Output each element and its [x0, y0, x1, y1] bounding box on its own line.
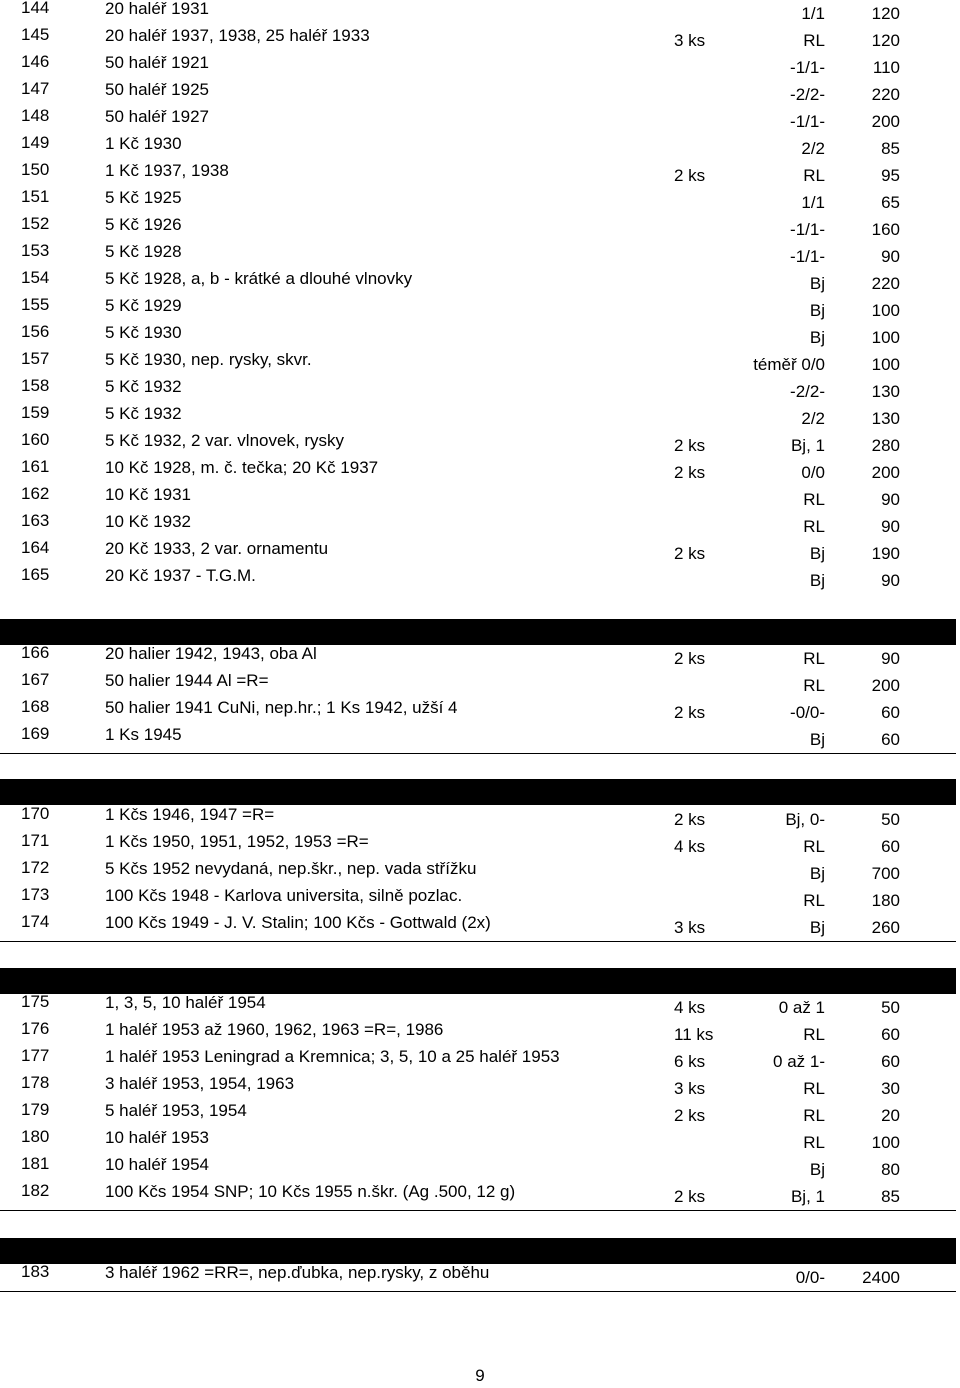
lot-number: 146	[21, 52, 50, 71]
lot-quantity: 11 ks	[674, 1025, 714, 1044]
lot-grade: -1/1-	[790, 220, 825, 239]
catalog-row	[0, 270, 960, 297]
lot-description: 20 haléř 1937, 1938, 25 haléř 1933	[105, 26, 370, 45]
lot-price: 85	[881, 139, 900, 158]
catalog-row	[0, 405, 960, 432]
lot-number: 180	[21, 1127, 50, 1146]
lot-price: 90	[881, 247, 900, 266]
catalog-row	[0, 1129, 960, 1156]
lot-description: 50 haléř 1921	[105, 53, 209, 72]
lot-quantity: 2 ks	[674, 649, 706, 668]
lot-price: 65	[881, 193, 900, 212]
lot-grade: Bj	[809, 864, 825, 883]
lot-number: 173	[21, 885, 50, 904]
lot-price: 90	[881, 517, 900, 536]
lot-number: 150	[21, 160, 50, 179]
lot-description: 1 haléř 1953 až 1960, 1962, 1963 =R=, 1986	[105, 1020, 444, 1039]
lot-grade: Bj	[809, 1160, 825, 1179]
lot-description: 20 Kč 1933, 2 var. ornamentu	[105, 539, 329, 558]
lot-description: 5 Kč 1926	[105, 215, 182, 234]
lot-grade: Bj	[809, 544, 825, 563]
lot-price: 700	[871, 864, 900, 883]
lot-grade: RL	[803, 837, 825, 856]
lot-grade: -0/0-	[790, 703, 825, 722]
lot-price: 60	[881, 1025, 900, 1044]
lot-number: 181	[21, 1154, 50, 1173]
lot-number: 165	[21, 565, 50, 584]
lot-number: 169	[21, 724, 50, 743]
lot-number: 170	[21, 804, 50, 823]
catalog-row	[0, 833, 960, 860]
lot-grade: Bj	[809, 301, 825, 320]
lot-number: 171	[21, 831, 50, 850]
lot-description: 20 halier 1942, 1943, oba Al	[105, 644, 317, 663]
lot-number: 176	[21, 1019, 50, 1038]
lot-number: 161	[21, 457, 50, 476]
lot-price: 95	[881, 166, 900, 185]
catalog-row	[0, 189, 960, 216]
lot-description: 50 haléř 1925	[105, 80, 209, 99]
lot-grade: 1/1	[801, 193, 825, 212]
lot-description: 5 Kč 1932	[105, 404, 182, 423]
catalog-row	[0, 486, 960, 513]
lot-description: 1 Kčs 1946, 1947 =R=	[105, 805, 275, 824]
lot-price: 100	[871, 301, 900, 320]
lot-description: 5 Kč 1932, 2 var. vlnovek, rysky	[105, 431, 345, 450]
lot-price: 130	[871, 409, 900, 428]
lot-grade: téměř 0/0	[753, 355, 825, 374]
lot-description: 10 haléř 1954	[105, 1155, 209, 1174]
lot-grade: Bj	[809, 730, 825, 749]
section-title: ČSR 1953-1960	[105, 971, 227, 990]
lot-description: 1 Kč 1930	[105, 134, 182, 153]
lot-description: 5 haléř 1953, 1954	[105, 1101, 247, 1120]
lot-description: 5 Kčs 1952 nevydaná, nep.škr., nep. vada střížku	[105, 859, 477, 878]
lot-grade: 0 až 1-	[773, 1052, 825, 1071]
catalog-row	[0, 135, 960, 162]
lot-price: 190	[871, 544, 900, 563]
lot-number: 159	[21, 403, 50, 422]
lot-grade: RL	[803, 891, 825, 910]
catalog-row	[0, 216, 960, 243]
lot-price: 220	[871, 85, 900, 104]
catalog-row	[0, 567, 960, 594]
section-title: SLOVENSKÁ REPUBLIKA 1939-1945	[105, 622, 394, 641]
catalog-row	[0, 459, 960, 486]
lot-description: 3 haléř 1962 =RR=, nep.ďubka, nep.rysky, z oběhu	[105, 1263, 490, 1282]
lot-price: 100	[871, 328, 900, 347]
lot-price: 60	[881, 730, 900, 749]
lot-price: 50	[881, 998, 900, 1017]
lot-grade: Bj	[809, 571, 825, 590]
catalog-row	[0, 914, 960, 941]
lot-description: 20 haléř 1931	[105, 0, 209, 18]
lot-grade: 0/0	[801, 463, 825, 482]
lot-grade: Bj, 1	[790, 436, 825, 455]
lot-price: 100	[871, 1133, 900, 1152]
lot-quantity: 2 ks	[674, 544, 706, 563]
lot-description: 5 Kč 1930, nep. rysky, skvr.	[105, 350, 312, 369]
lot-description: 50 halier 1944 Al =R=	[105, 671, 269, 690]
catalog-row	[0, 1075, 960, 1102]
lot-description: 1, 3, 5, 10 haléř 1954	[105, 993, 266, 1012]
lot-price: 110	[872, 58, 900, 77]
lot-grade: Bj, 1	[790, 1187, 825, 1206]
lot-number: 149	[21, 133, 50, 152]
lot-price: 90	[881, 649, 900, 668]
lot-number: 152	[21, 214, 50, 233]
lot-quantity: 3 ks	[674, 918, 706, 937]
lot-description: 1 Kč 1937, 1938	[105, 161, 229, 180]
lot-number: 166	[21, 643, 50, 662]
lot-description: 20 Kč 1937 - T.G.M.	[105, 566, 256, 585]
lot-quantity: 6 ks	[674, 1052, 706, 1071]
lot-description: 100 Kčs 1954 SNP; 10 Kčs 1955 n.škr. (Ag .500, 12 g)	[105, 1182, 516, 1201]
section-title: ČSR 1945-1953	[105, 782, 227, 801]
lot-description: 1 haléř 1953 Leningrad a Kremnica; 3, 5, 10 a 25 haléř 1953	[105, 1047, 560, 1066]
lot-grade: Bj	[809, 328, 825, 347]
catalog-row	[0, 887, 960, 914]
lot-grade: RL	[803, 1133, 825, 1152]
lot-description: 10 Kč 1932	[105, 512, 192, 531]
lot-description: 5 Kč 1929	[105, 296, 182, 315]
lot-number: 156	[21, 322, 50, 341]
lot-number: 154	[21, 268, 50, 287]
lot-price: 200	[871, 676, 900, 695]
lot-description: 5 Kč 1928	[105, 242, 182, 261]
lot-quantity: 2 ks	[674, 436, 706, 455]
lot-number: 147	[21, 79, 50, 98]
lot-quantity: 4 ks	[674, 837, 706, 856]
lot-quantity: 2 ks	[674, 703, 706, 722]
lot-description: 1 Kčs 1950, 1951, 1952, 1953 =R=	[105, 832, 369, 851]
page-number: 9	[475, 1366, 485, 1385]
lot-description: 10 Kč 1931	[105, 485, 192, 504]
lot-quantity: 2 ks	[674, 463, 706, 482]
lot-price: 200	[871, 112, 900, 131]
catalog-row	[0, 351, 960, 378]
lot-description: 10 Kč 1928, m. č. tečka; 20 Kč 1937	[105, 458, 379, 477]
lot-price: 180	[871, 891, 900, 910]
lot-description: 1 Ks 1945	[105, 725, 182, 744]
lot-number: 177	[21, 1046, 50, 1065]
lot-description: 5 Kč 1928, a, b - krátké a dlouhé vlnovky	[105, 269, 413, 288]
lot-price: 90	[881, 571, 900, 590]
catalog-row	[0, 1264, 960, 1291]
catalog-row	[0, 860, 960, 887]
catalog-row	[0, 1156, 960, 1183]
lot-number: 175	[21, 992, 50, 1011]
lot-price: 100	[871, 355, 900, 374]
lot-number: 155	[21, 295, 50, 314]
lot-price: 160	[871, 220, 900, 239]
lot-quantity: 2 ks	[674, 166, 706, 185]
lot-grade: 2/2	[801, 409, 825, 428]
catalog-row	[0, 432, 960, 459]
lot-description: 5 Kč 1932	[105, 377, 182, 396]
lot-number: 151	[21, 187, 50, 206]
lot-grade: RL	[803, 490, 825, 509]
lot-price: 120	[871, 4, 900, 23]
lot-number: 164	[21, 538, 50, 557]
lot-price: 60	[881, 1052, 900, 1071]
lot-price: 260	[871, 918, 900, 937]
lot-quantity: 2 ks	[674, 810, 706, 829]
catalog-row	[0, 699, 960, 726]
lot-price: 90	[881, 490, 900, 509]
lot-description: 5 Kč 1930	[105, 323, 182, 342]
catalog-row	[0, 297, 960, 324]
catalog-row	[0, 1183, 960, 1210]
lot-description: 50 haléř 1927	[105, 107, 209, 126]
lot-grade: RL	[803, 649, 825, 668]
catalog-row	[0, 108, 960, 135]
catalog-row	[0, 378, 960, 405]
lot-number: 172	[21, 858, 50, 877]
section-rule	[0, 753, 956, 754]
section-rule	[0, 941, 956, 942]
section-rule	[0, 1210, 956, 1211]
lot-price: 80	[881, 1160, 900, 1179]
lot-description: 100 Kčs 1949 - J. V. Stalin; 100 Kčs - Gottwald (2x)	[105, 913, 491, 932]
lot-price: 60	[881, 703, 900, 722]
lot-price: 220	[871, 274, 900, 293]
lot-number: 160	[21, 430, 50, 449]
lot-quantity: 3 ks	[674, 1079, 706, 1098]
catalog-row	[0, 162, 960, 189]
lot-number: 167	[21, 670, 50, 689]
lot-description: 5 Kč 1925	[105, 188, 182, 207]
lot-number: 182	[21, 1181, 50, 1200]
lot-quantity: 4 ks	[674, 998, 706, 1017]
lot-number: 183	[21, 1262, 50, 1281]
catalog-row	[0, 27, 960, 54]
lot-description: 50 halier 1941 CuNi, nep.hr.; 1 Ks 1942, užší 4	[105, 698, 458, 717]
lot-number: 178	[21, 1073, 50, 1092]
lot-description: 3 haléř 1953, 1954, 1963	[105, 1074, 295, 1093]
lot-price: 280	[871, 436, 900, 455]
lot-grade: Bj, 0-	[785, 810, 825, 829]
catalog-row	[0, 324, 960, 351]
lot-grade: RL	[803, 1106, 825, 1125]
lot-grade: 0 až 1	[778, 998, 825, 1017]
lot-price: 130	[871, 382, 900, 401]
lot-price: 60	[881, 837, 900, 856]
catalog-row	[0, 540, 960, 567]
lot-grade: RL	[803, 1025, 825, 1044]
lot-price: 120	[871, 31, 900, 50]
lot-number: 148	[21, 106, 50, 125]
lot-quantity: 2 ks	[674, 1187, 706, 1206]
lot-grade: -1/1-	[790, 247, 825, 266]
lot-number: 174	[21, 912, 50, 931]
lot-price: 20	[881, 1106, 900, 1125]
lot-grade: 1/1	[801, 4, 825, 23]
section-rule	[0, 1291, 956, 1292]
catalog-row	[0, 645, 960, 672]
catalog-row	[0, 243, 960, 270]
lot-number: 179	[21, 1100, 50, 1119]
lot-price: 30	[881, 1079, 900, 1098]
lot-number: 162	[21, 484, 50, 503]
lot-number: 158	[21, 376, 50, 395]
lot-grade: -2/2-	[790, 382, 825, 401]
lot-grade: RL	[803, 1079, 825, 1098]
catalog-row	[0, 1021, 960, 1048]
catalog-row	[0, 726, 960, 753]
lot-price: 50	[881, 810, 900, 829]
section-title: ČSSR 1961-1990	[105, 1241, 239, 1260]
lot-grade: RL	[803, 166, 825, 185]
lot-number: 168	[21, 697, 50, 716]
catalog-row	[0, 0, 960, 27]
lot-grade: RL	[803, 31, 825, 50]
lot-price: 2400	[862, 1268, 900, 1287]
lot-number: 157	[21, 349, 50, 368]
lot-grade: -1/1-	[790, 112, 825, 131]
lot-description: 100 Kčs 1948 - Karlova universita, silně pozlac.	[105, 886, 463, 905]
catalog-row	[0, 994, 960, 1021]
catalog-row	[0, 54, 960, 81]
catalog-row	[0, 1102, 960, 1129]
lot-quantity: 2 ks	[674, 1106, 706, 1125]
lot-grade: Bj	[809, 918, 825, 937]
lot-grade: 0/0-	[795, 1268, 825, 1287]
lot-grade: -1/1-	[790, 58, 825, 77]
lot-price: 85	[881, 1187, 900, 1206]
lot-number: 144	[21, 0, 50, 17]
catalog-row	[0, 806, 960, 833]
lot-grade: RL	[803, 676, 825, 695]
lot-number: 153	[21, 241, 50, 260]
catalog-row	[0, 81, 960, 108]
lot-grade: 2/2	[801, 139, 825, 158]
lot-grade: RL	[803, 517, 825, 536]
lot-price: 200	[871, 463, 900, 482]
lot-description: 10 haléř 1953	[105, 1128, 209, 1147]
catalog-row	[0, 513, 960, 540]
lot-number: 145	[21, 25, 50, 44]
catalog-row	[0, 1048, 960, 1075]
lot-number: 163	[21, 511, 50, 530]
lot-grade: Bj	[809, 274, 825, 293]
lot-quantity: 3 ks	[674, 31, 706, 50]
catalog-row	[0, 672, 960, 699]
lot-grade: -2/2-	[790, 85, 825, 104]
